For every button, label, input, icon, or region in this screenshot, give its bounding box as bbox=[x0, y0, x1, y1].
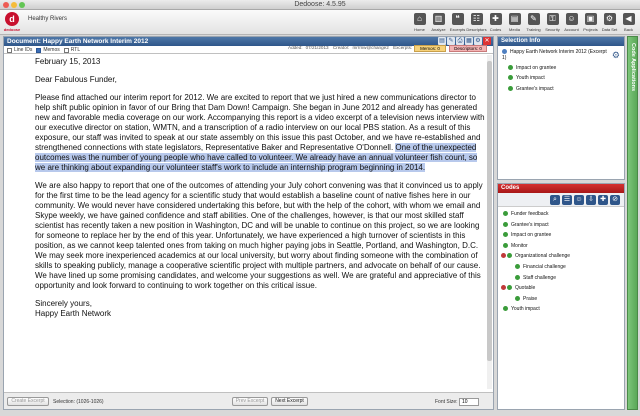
code-tree-item[interactable] bbox=[515, 275, 556, 281]
toolbar-projects-button[interactable] bbox=[581, 11, 600, 34]
code-tree-item[interactable] bbox=[503, 211, 549, 217]
document-title: Document: Happy Earth Network Interim 2012 bbox=[7, 38, 149, 45]
selection-code-item[interactable] bbox=[508, 86, 554, 92]
added-label: Added: bbox=[288, 45, 303, 50]
code-tree-item[interactable] bbox=[503, 243, 528, 249]
letter-paragraph-2: We are also happy to report that one of the outcomes of attending your July cohort convening was that it convinced us to apply for the first time to be the lead agency for a scientific study that would establish a baseline count of native fishes here in our community. We would never have considered undertaking this before, but with the help of the cohort, with whom we email and Skype weekly, we have gained confidence and staff abilities. One of the challenges, however, is that our most skilled staff scientist has recently taken a new position in Washington, DC and will be unable to continue on this project, so we are looking for someone to replace her by the end of this year. Unfortunately, we have experienced a high turnover of scientists in this position, as we cannot keep talented ones from taking on much higher paying jobs in Seattle, Portland, and Washington, D.C. We may seek more inexperienced academics at our local university, but worry about finding someone with the combination of skills to speaking publicly, manage a cooperative scientific project with multiple partners, and advocate on behalf of our cause. We have lined up some promising candidates, and welcome your suggestions as well. We are grateful and appreciative of this opportunity and look forward to continuing to work together on this critical issue. bbox=[35, 181, 483, 290]
code-dot-icon bbox=[503, 232, 508, 237]
dataset-icon: ⚙ bbox=[604, 13, 616, 25]
document-dot-icon bbox=[502, 49, 507, 54]
code-dot-icon bbox=[503, 306, 508, 311]
project-name: Healthy Rivers bbox=[28, 16, 68, 22]
document-save-icon[interactable]: ▤ bbox=[439, 38, 445, 44]
code-label: Organizational challenge bbox=[515, 253, 571, 260]
excerpt-highlight[interactable]: One of the unexpected outcomes was the number of young people who have called to volunteer. We already have an annual volunteer fish count, so we are thinking about expanding our volunteer staff's work to include an internship program beginning in 2014. bbox=[35, 143, 478, 172]
toolbar-label: Data Set bbox=[601, 27, 618, 32]
code-label: Youth impact bbox=[511, 306, 540, 313]
code-dot-icon bbox=[503, 243, 508, 248]
home-icon: ⌂ bbox=[414, 13, 426, 25]
analyze-icon: ▥ bbox=[433, 13, 445, 25]
window-title: Dedoose: 4.5.95 bbox=[294, 1, 346, 8]
toolbar-data-set-button[interactable] bbox=[600, 11, 619, 34]
descriptors-icon: ☷ bbox=[471, 13, 483, 25]
toolbar-back-button[interactable] bbox=[619, 11, 638, 34]
selection-range: Selection: (1026-1026) bbox=[53, 399, 104, 405]
memos-label: Memos bbox=[43, 47, 60, 53]
document-settings-icon[interactable]: ⚙ bbox=[475, 38, 481, 44]
toolbar-label: Back bbox=[624, 27, 633, 32]
selection-info-header bbox=[498, 37, 624, 46]
document-memo-icon[interactable]: ▦ bbox=[466, 38, 472, 44]
main-toolbar bbox=[410, 11, 638, 34]
header-divider bbox=[4, 53, 493, 54]
creator-label: Creator: bbox=[332, 45, 350, 50]
code-label: Staff challenge bbox=[523, 274, 556, 281]
toolbar-label: Excerpts bbox=[449, 27, 466, 32]
gear-icon[interactable]: ⚙ bbox=[611, 50, 620, 60]
toolbar-descriptors-button[interactable] bbox=[467, 11, 486, 34]
document-print-icon[interactable]: ⎙ bbox=[457, 38, 463, 44]
memos-tab[interactable]: Memos: 0 bbox=[414, 45, 446, 52]
back-icon: ◀ bbox=[623, 13, 635, 25]
rtl-checkbox[interactable] bbox=[64, 48, 69, 53]
selection-code-item[interactable] bbox=[508, 65, 556, 71]
code-tree-item[interactable] bbox=[503, 232, 551, 238]
toolbar-home-button[interactable] bbox=[410, 11, 429, 34]
letter-paragraph-1 bbox=[35, 93, 485, 173]
toolbar-label: Security bbox=[545, 27, 560, 32]
selection-code-label: Youth impact bbox=[516, 75, 545, 81]
toolbar-label: Media bbox=[509, 27, 520, 32]
selection-info-panel bbox=[497, 36, 625, 180]
toolbar-label: Training bbox=[526, 27, 541, 32]
descriptors-tab[interactable]: Descriptors: 0 bbox=[449, 45, 487, 52]
app-header bbox=[0, 10, 640, 35]
selection-code-label: Impact on grantee bbox=[516, 65, 557, 71]
code-label: Monitor bbox=[511, 242, 528, 249]
code-dot-icon bbox=[515, 264, 520, 269]
code-label: Financial challenge bbox=[523, 264, 566, 270]
code-label: Impact on grantee bbox=[511, 232, 552, 239]
code-user-icon[interactable]: ☺ bbox=[575, 196, 583, 203]
toolbar-security-button[interactable] bbox=[543, 11, 562, 34]
collapse-icon[interactable] bbox=[501, 253, 506, 258]
paragraph-1-text: Please find attached our interim report for 2012. We are excited to report that we just hired a new communications director to help shift public opinion in favor of our Bring that Dam Down! Campaign. She began in June 2012 and already has generated new and favorable media coverage on our work. Accompanying this report is a video excerpt of a television news interview with our executive director on station, WMTN, and a transcription of a radio interview on our local PBS station. As a result of this exposure, our staff was invited to speak at our state assembly on this issue this past October, and we have re-established and strengthened connections with state legislators, Representative Baker and Representative O'Donnell. bbox=[35, 93, 485, 152]
add-code-icon[interactable]: ✚ bbox=[598, 195, 608, 205]
code-tree-item[interactable] bbox=[515, 296, 537, 302]
document-meta bbox=[288, 45, 421, 50]
font-size-select[interactable]: 10 bbox=[459, 398, 479, 406]
document-text[interactable] bbox=[35, 57, 485, 327]
collapse-icon[interactable] bbox=[501, 285, 506, 290]
toolbar-excerpts-button[interactable] bbox=[448, 11, 467, 34]
rtl-label: RTL bbox=[70, 47, 81, 53]
line-ids-label: Line IDs bbox=[14, 47, 33, 53]
toolbar-label: Projects bbox=[583, 27, 598, 32]
document-footer bbox=[4, 392, 493, 409]
code-dot-icon bbox=[503, 222, 508, 227]
code-tree-item[interactable] bbox=[503, 222, 549, 228]
dedoose-logo[interactable] bbox=[2, 12, 22, 33]
codes-toolbar bbox=[498, 193, 624, 207]
letter-closing: Sincerely yours, bbox=[35, 299, 92, 308]
codes-header bbox=[498, 184, 624, 193]
code-label: Quotable bbox=[515, 285, 536, 292]
code-tree-icon[interactable]: ☰ bbox=[563, 196, 571, 203]
document-panel bbox=[3, 36, 494, 410]
code-applications-tab[interactable] bbox=[627, 36, 638, 410]
code-dot-icon bbox=[507, 253, 512, 258]
next-excerpt-button[interactable]: Next Excerpt bbox=[271, 397, 308, 406]
prev-excerpt-button[interactable]: Prev Excerpt bbox=[232, 397, 268, 406]
selection-code-label: Grantee's impact bbox=[516, 86, 554, 92]
code-filter-icon[interactable]: ⊘ bbox=[610, 195, 620, 205]
account-icon: ☺ bbox=[567, 14, 576, 23]
projects-icon: ▣ bbox=[585, 13, 597, 25]
codes-title: Codes bbox=[501, 185, 520, 191]
code-applications-label: Code Applications bbox=[630, 43, 636, 92]
document-edit-icon[interactable]: ✎ bbox=[448, 38, 454, 44]
code-dot-icon bbox=[508, 75, 513, 80]
selection-document[interactable] bbox=[502, 49, 608, 61]
code-label: Praise bbox=[523, 295, 538, 302]
toolbar-label: Analyze bbox=[431, 27, 446, 32]
document-header-actions bbox=[437, 37, 491, 45]
selection-document-label: Happy Earth Network Interim 2012 (Excerpt 1) bbox=[502, 49, 607, 61]
code-label: Funder feedback bbox=[511, 211, 549, 217]
selection-code-item[interactable] bbox=[508, 75, 545, 81]
toolbar-training-button[interactable] bbox=[524, 11, 543, 34]
code-tree-item[interactable] bbox=[501, 285, 535, 291]
letter-date: February 15, 2013 bbox=[35, 57, 101, 66]
security-icon: ⚿ bbox=[547, 13, 559, 25]
toolbar-codes-button[interactable] bbox=[486, 11, 505, 34]
code-dot-icon bbox=[503, 211, 508, 216]
create-excerpt-button[interactable]: Create Excerpt bbox=[7, 397, 49, 406]
codes-panel bbox=[497, 183, 625, 410]
code-search-icon[interactable]: ⌕ bbox=[550, 195, 560, 205]
excerpts-label: Excerpts: bbox=[393, 45, 413, 50]
letter-salutation: Dear Fabulous Funder, bbox=[35, 75, 117, 84]
document-close-icon[interactable]: ✕ bbox=[484, 38, 490, 44]
toolbar-media-button[interactable] bbox=[505, 11, 524, 34]
code-tree-item[interactable] bbox=[515, 264, 566, 270]
code-dot-icon bbox=[515, 275, 520, 280]
toolbar-label: Home bbox=[414, 27, 425, 32]
creator-value: mrrmw@change2 bbox=[352, 45, 389, 50]
toolbar-analyze-button[interactable] bbox=[429, 11, 448, 34]
memos-checkbox[interactable] bbox=[36, 48, 41, 53]
code-label: Grantee's impact bbox=[511, 221, 549, 228]
training-icon: ✎ bbox=[528, 13, 540, 25]
toolbar-label: Descriptors bbox=[466, 27, 487, 32]
excerpts-icon: ❝ bbox=[452, 13, 464, 25]
document-scroll-thumb[interactable] bbox=[487, 61, 492, 361]
code-dot-icon bbox=[507, 285, 512, 290]
code-dot-icon bbox=[515, 296, 520, 301]
toolbar-account-button[interactable] bbox=[562, 11, 581, 34]
media-icon: ▤ bbox=[509, 13, 521, 25]
code-dot-icon bbox=[508, 65, 513, 70]
added-date: 07/21/2013 bbox=[305, 45, 329, 50]
code-dot-icon bbox=[508, 86, 513, 91]
codes-icon: ✚ bbox=[490, 13, 502, 25]
logo-mark: d bbox=[5, 12, 19, 26]
selection-info-title: Selection Info bbox=[501, 38, 541, 44]
toolbar-label: Codes bbox=[489, 27, 502, 32]
letter-signature: Happy Earth Network bbox=[35, 309, 112, 318]
line-ids-checkbox[interactable] bbox=[7, 48, 12, 53]
code-tree-item[interactable] bbox=[503, 306, 540, 312]
font-size-label: Font Size: bbox=[435, 399, 458, 405]
code-import-icon[interactable]: ⇩ bbox=[586, 195, 596, 205]
window-titlebar bbox=[0, 0, 640, 10]
toolbar-label: Account bbox=[564, 27, 579, 32]
code-tree-item[interactable] bbox=[501, 253, 570, 259]
logo-wordmark: dedoose bbox=[3, 27, 21, 32]
